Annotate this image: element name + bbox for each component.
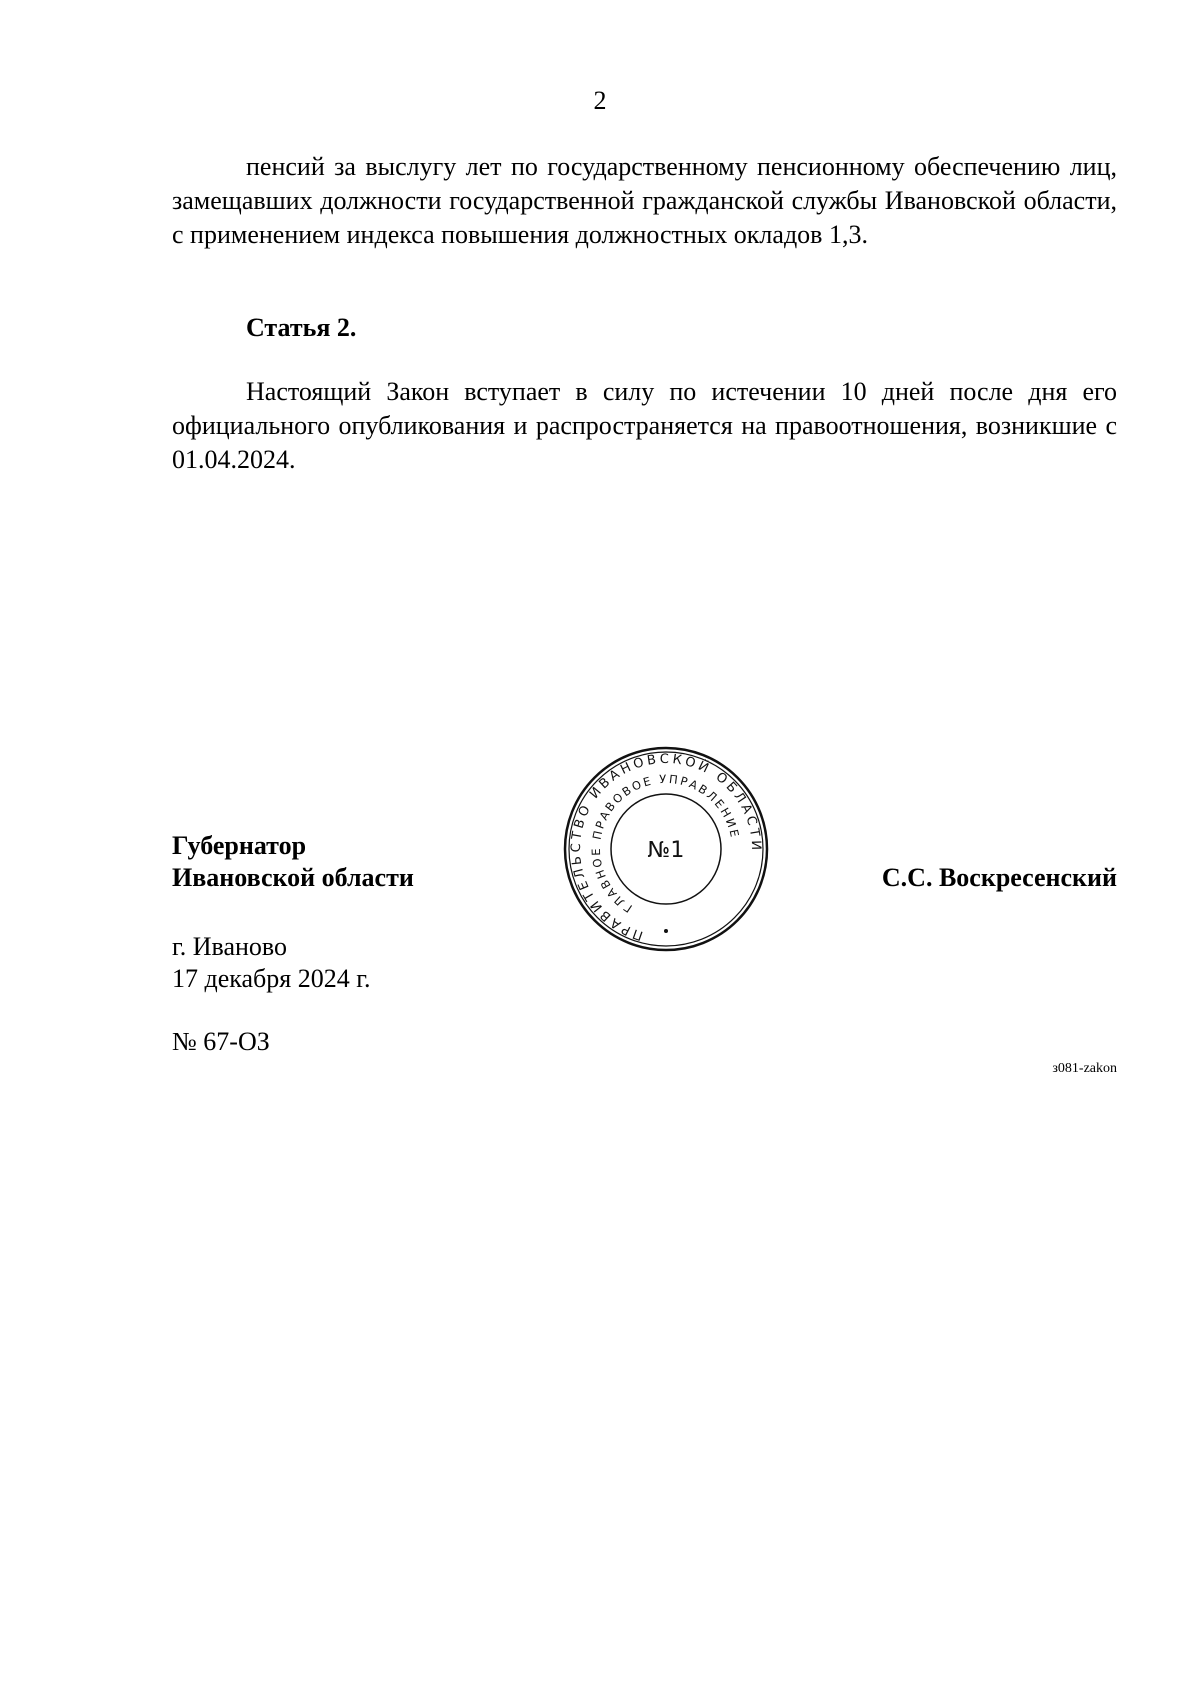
seal-inner-text: ГЛАВНОЕ ПРАВОВОЕ УПРАВЛЕНИЕ [588, 771, 743, 916]
seal-center-text: №1 [647, 838, 685, 863]
document-code: з081-zakon [1052, 1061, 1117, 1076]
paragraph-continuation: пенсий за выслугу лет по государственному пенсионному обеспечению лиц, замещавших должности государственной гражданской службы Ивановской области, с применением индекса повышения должностных окладов 1,3. [172, 152, 1117, 249]
article-heading: Статья 2. [246, 313, 357, 342]
place-city: г. Иваново [172, 932, 287, 961]
signer-name: С.С. Воскресенский [881, 863, 1117, 892]
law-number: № 67-ОЗ [172, 1027, 270, 1056]
signer-title-line2: Ивановской области [172, 863, 414, 892]
page-number: 2 [593, 86, 607, 115]
official-seal [562, 745, 770, 953]
place-and-date [172, 931, 370, 995]
signing-date: 17 декабря 2024 г. [172, 964, 371, 993]
article-text: Настоящий Закон вступает в силу по истечении 10 дней после дня его официального опубликования и распространяется на правоотношения, возникшие с 01.04.2024. [172, 377, 1117, 474]
signer-title-line1: Губернатор [172, 831, 307, 860]
seal-star-dot [664, 929, 668, 933]
seal-outer-text: ПРАВИТЕЛЬСТВО ИВАНОВСКОЙ ОБЛАСТИ [568, 751, 764, 943]
signer-title [172, 830, 414, 894]
